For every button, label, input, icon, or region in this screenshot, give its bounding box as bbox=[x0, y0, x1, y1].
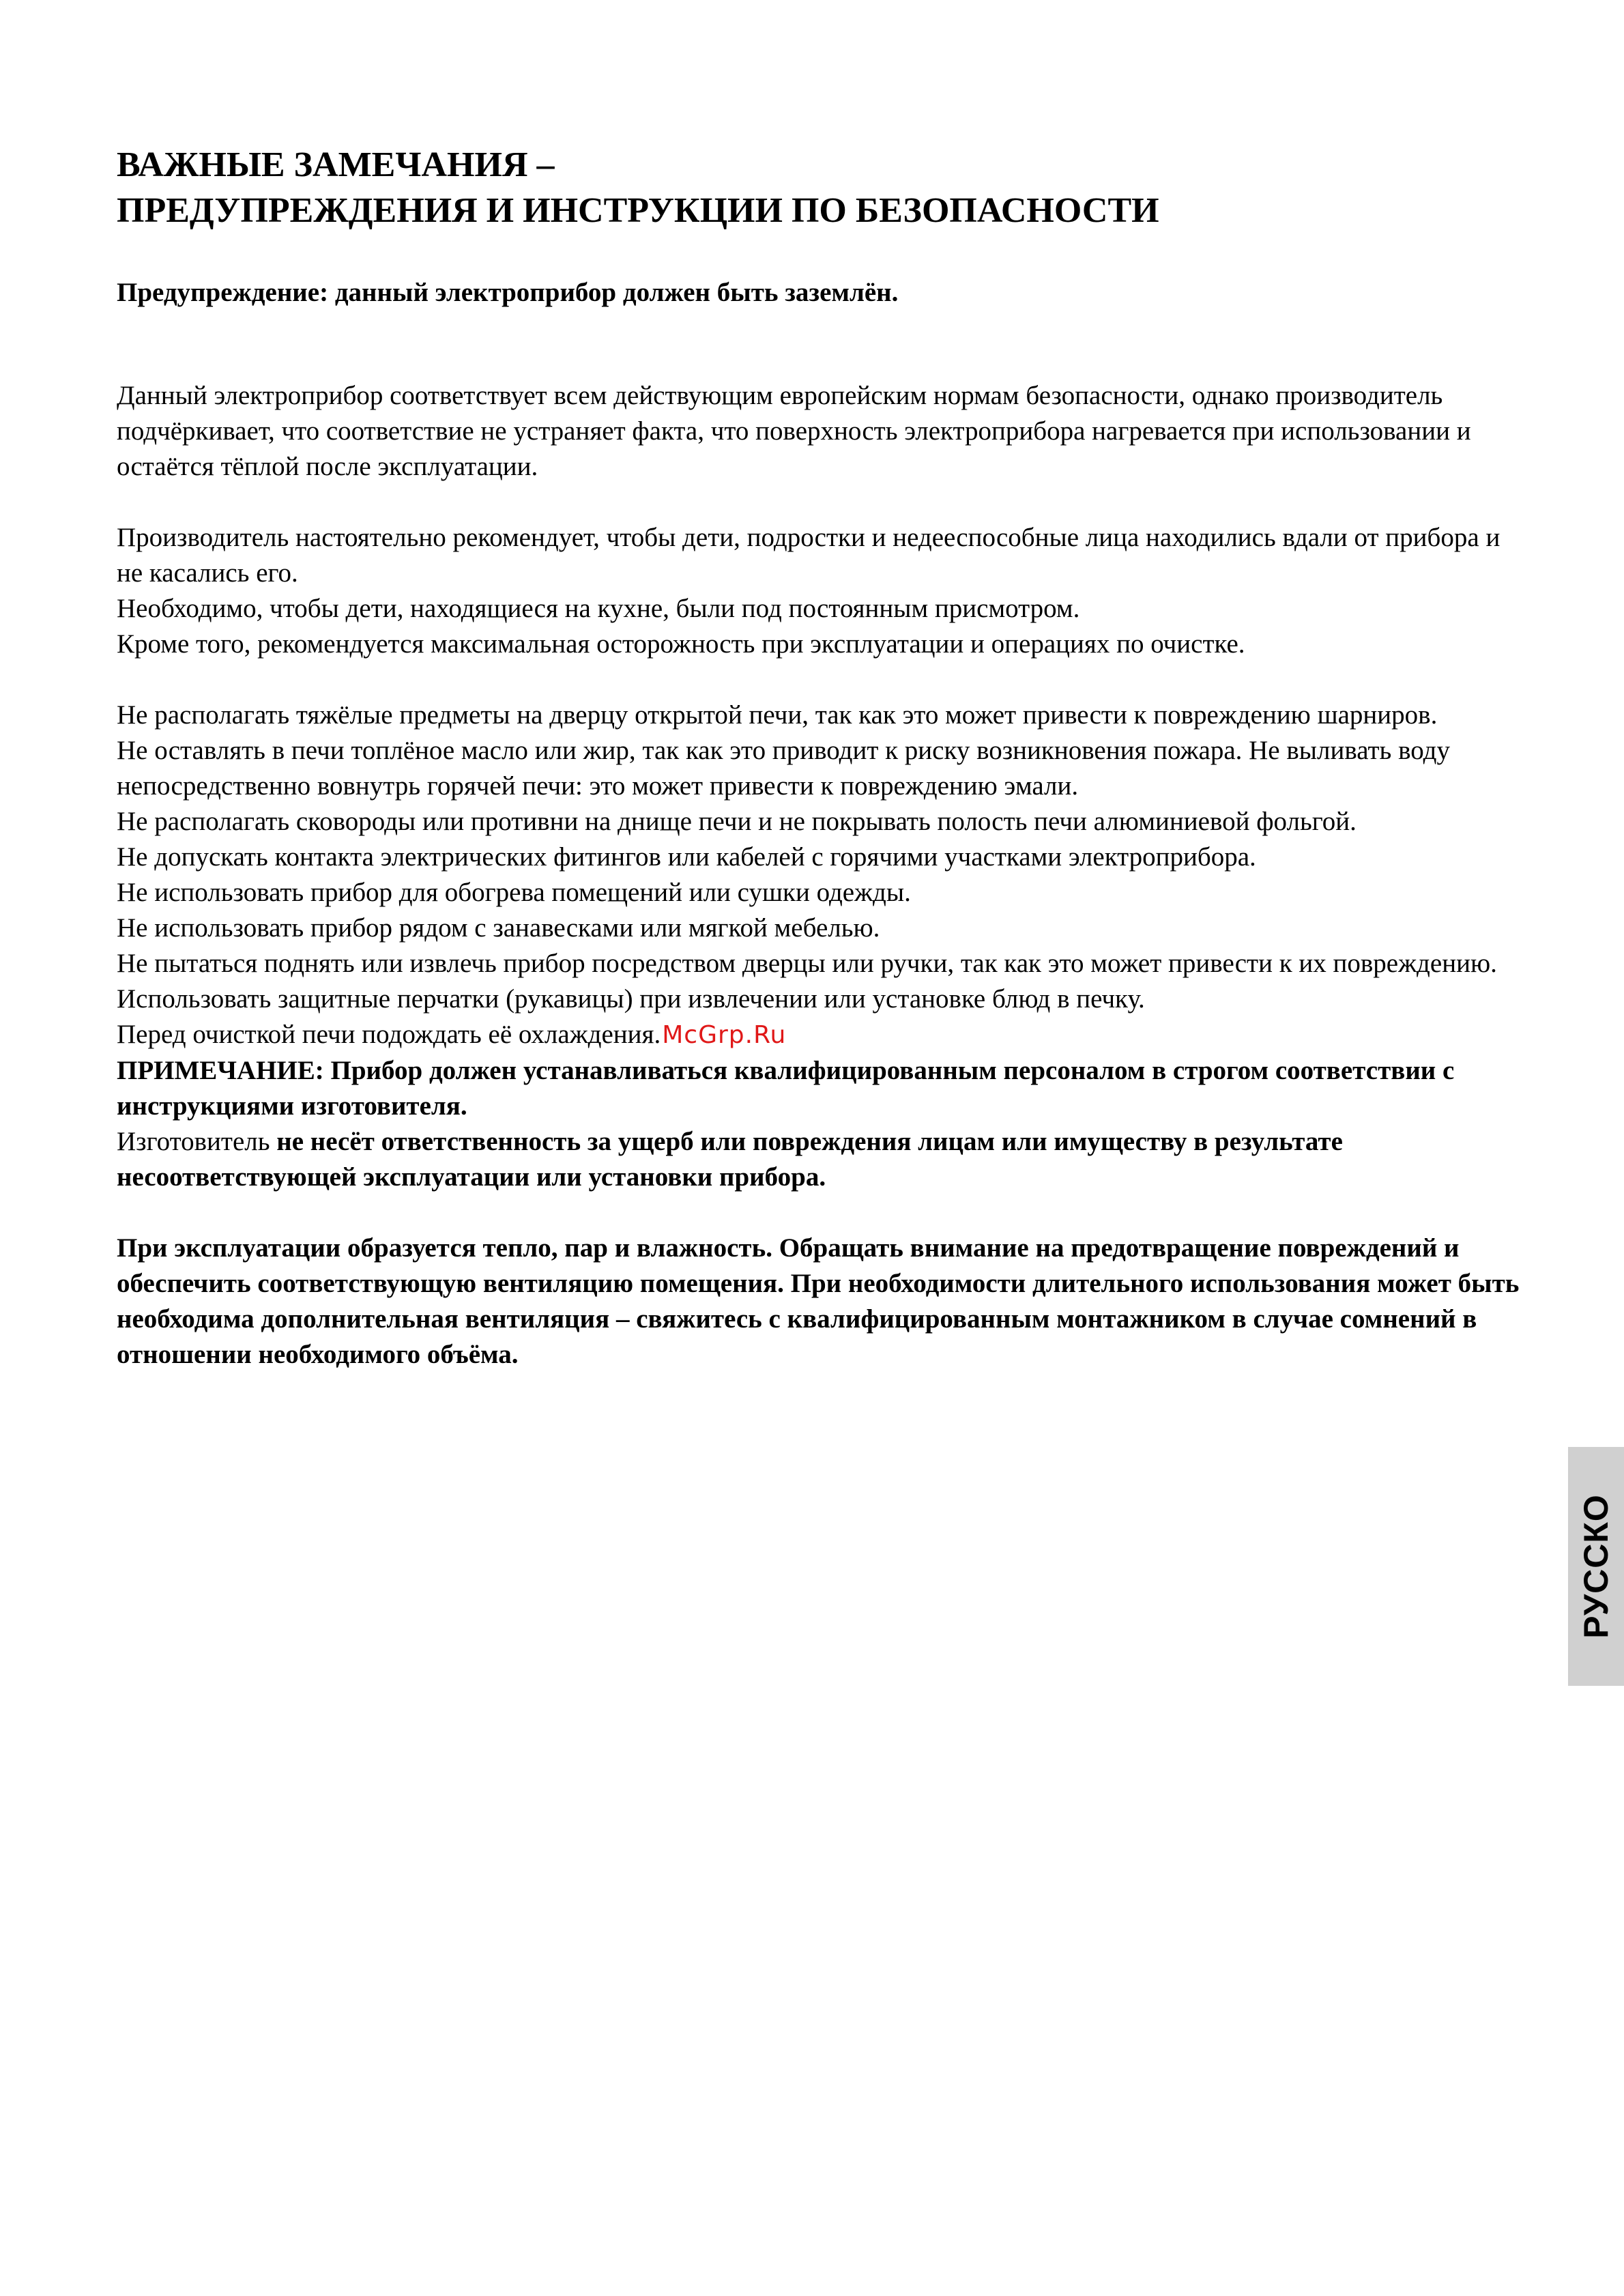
instruction-fat-oil: Не оставлять в печи топлёное масло или жир, так как это приводит к риску возникновения пожара. Не выливать воду непосредственно вовнутрь горячей печи: это может привести к повреждению эмали. bbox=[117, 736, 1450, 801]
note-liability bbox=[117, 1124, 1522, 1195]
instruction-foil: Не располагать сковороды или противни на днище печи и не покрывать полость печи алюминиевой фольгой. bbox=[117, 807, 1357, 836]
paragraph-caution-cleaning: Кроме того, рекомендуется максимальная осторожность при эксплуатации и операциях по очистке. bbox=[117, 629, 1245, 659]
instruction-gloves: Использовать защитные перчатки (рукавицы) при извлечении или установке блюд в печку. bbox=[117, 984, 1145, 1014]
watermark: McGrp.Ru bbox=[662, 1021, 787, 1049]
safety-text-body bbox=[117, 378, 1522, 1373]
paragraph-children-supervision: Необходимо, чтобы дети, находящиеся на кухне, были под постоянным присмотром. bbox=[117, 594, 1080, 623]
instruction-curtains: Не использовать прибор рядом с занавесками или мягкой мебелью. bbox=[117, 913, 880, 943]
language-tab bbox=[1568, 1447, 1624, 1686]
note-liability-bold: не несёт ответственность за ущерб или повреждения лицам или имуществу в результате несоответствующей эксплуатации или установки прибора. bbox=[117, 1127, 1343, 1192]
paragraph-children-distance: Производитель настоятельно рекомендует, чтобы дети, подростки и недееспособные лица находились вдали от прибора и не касались его. bbox=[117, 523, 1500, 588]
instruction-lifting: Не пытаться поднять или извлечь прибор посредством дверцы или ручки, так как это может привести к их повреждению. bbox=[117, 949, 1497, 978]
instruction-heating: Не использовать прибор для обогрева помещений или сушки одежды. bbox=[117, 878, 911, 907]
instruction-cooling-text: Перед очисткой печи подождать её охлаждения. bbox=[117, 1020, 661, 1049]
ventilation-note: При эксплуатации образуется тепло, пар и влажность. Обращать внимание на предотвращение повреждений и обеспечить соответствующую вентиляцию помещения. При необходимости длительного использования может быть необходима дополнительная вентиляция – свяжитесь с квалифицированным монтажником в случае сомнений в отношении необходимого объёма. bbox=[117, 1233, 1520, 1369]
instruction-cooling bbox=[117, 1017, 1522, 1053]
instruction-cables: Не допускать контакта электрических фитингов или кабелей с горячими участками электроприбора. bbox=[117, 842, 1256, 872]
title-line-2: ПРЕДУПРЕЖДЕНИЯ И ИНСТРУКЦИИ ПО БЕЗОПАСНОСТИ bbox=[117, 191, 1159, 230]
paragraph-compliance: Данный электроприбор соответствует всем действующим европейским нормам безопасности, однако производитель подчёркивает, что соответствие не устраняет факта, что поверхность электроприбора нагревается при использовании и остаётся тёплой после эксплуатации. bbox=[117, 381, 1471, 481]
note-installation: ПРИМЕЧАНИЕ: Прибор должен устанавливаться квалифицированным персоналом в строгом соответствии с инструкциями изготовителя. bbox=[117, 1056, 1455, 1121]
page-title bbox=[117, 142, 1481, 233]
note-liability-prefix: Изготовитель bbox=[117, 1127, 277, 1156]
instruction-heavy-objects: Не располагать тяжёлые предметы на дверцу открытой печи, так как это может привести к повреждению шарниров. bbox=[117, 700, 1438, 730]
title-line-1: ВАЖНЫЕ ЗАМЕЧАНИЯ – bbox=[117, 145, 555, 184]
language-tab-label: РУССКО bbox=[1577, 1494, 1615, 1639]
grounding-warning: Предупреждение: данный электроприбор должен быть заземлён. bbox=[117, 278, 899, 307]
